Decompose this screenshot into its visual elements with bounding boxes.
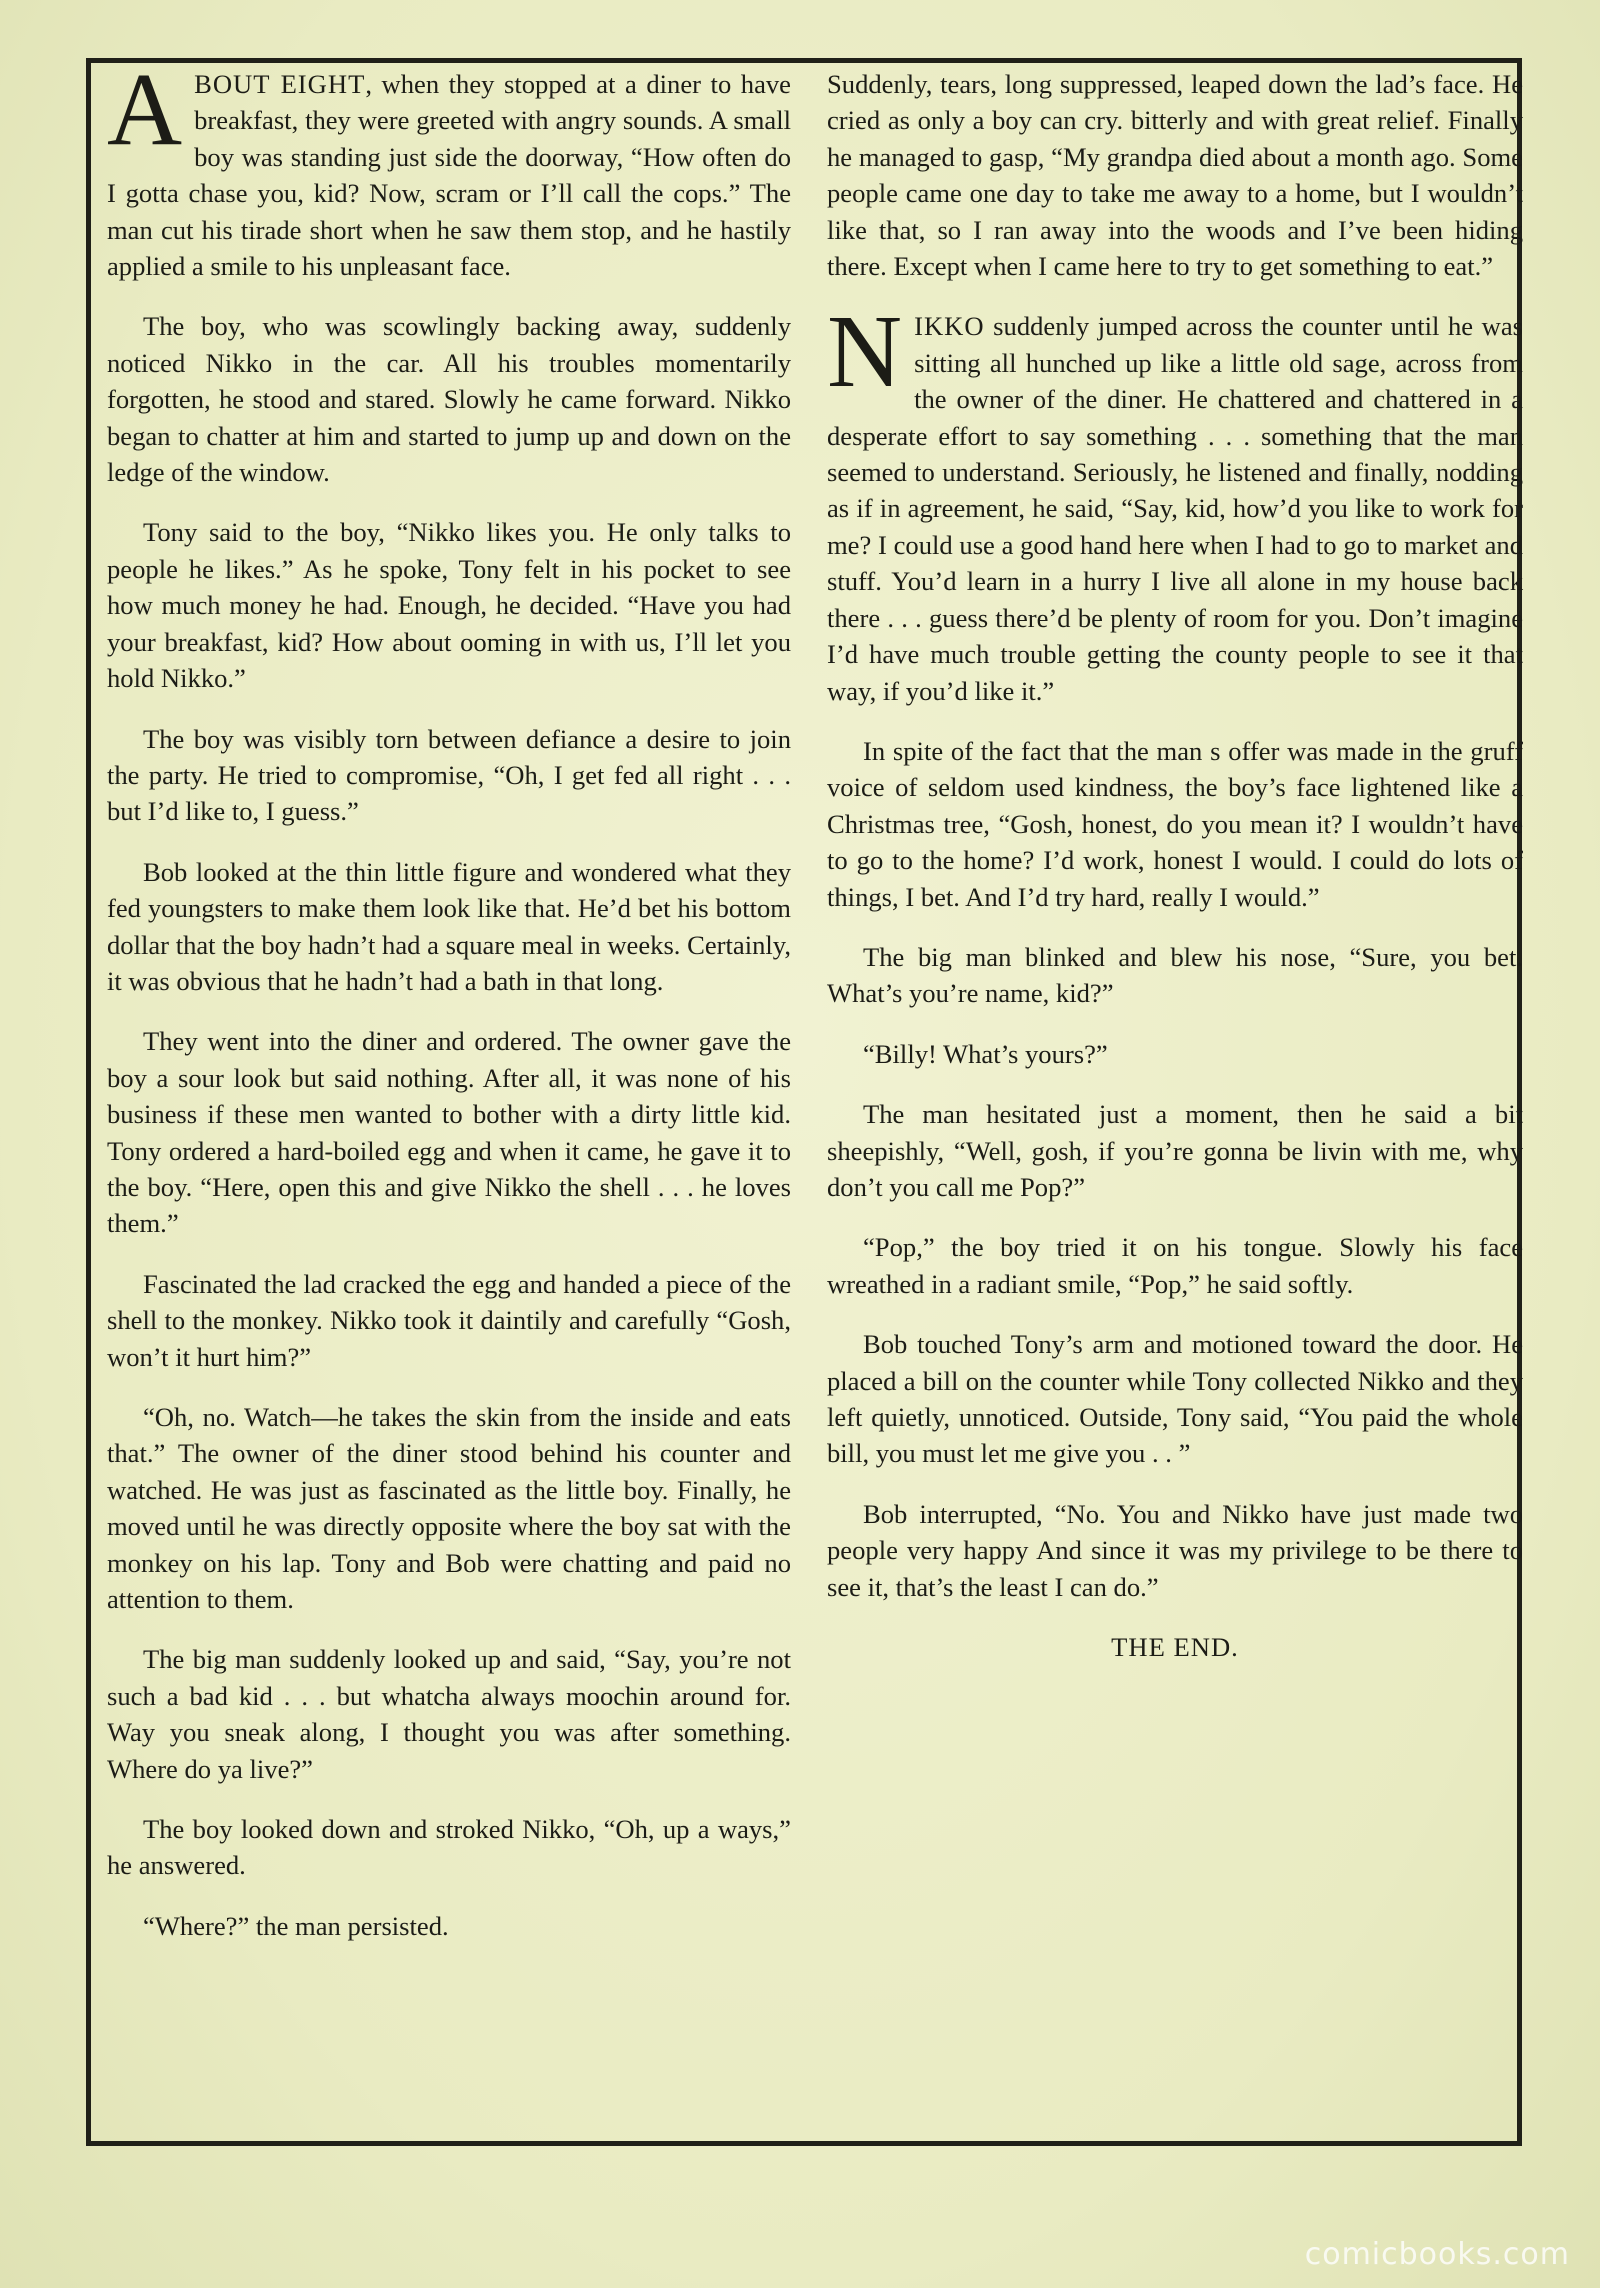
left-column [107, 52, 791, 1968]
section-paragraph [827, 294, 1523, 708]
paragraph: Bob touched Tony’s arm and motioned toward the door. He placed a bill on the counter while Tony collected Nikko and they left quietly, unnoticed. Outside, Tony said, “You paid the whole bill, you must let me give you . . ” [827, 1329, 1523, 1469]
opening-text: , when they stopped at a diner to have breakfast, they were greeted with angry sounds. A small boy was standing just side the doorway, “How often do I gotta chase you, kid? Now, scram or I’ll call the cops.” The man cut his tirade short when he saw them stop, and he hastily applied a smile to his unpleasant face. [107, 69, 791, 282]
paragraph: “Billy! What’s yours?” [863, 1038, 1108, 1069]
the-end: THE END. [1111, 1632, 1239, 1663]
paragraph: The boy was visibly torn between defiance a desire to join the party. He tried to compromise, “Oh, I get fed all right . . . but I’d like to, I guess.” [107, 723, 791, 827]
paragraph: The big man suddenly looked up and said, “Say, you’re not such a bad kid . . . but whatcha always moochin around for. Way you sneak along, I thought you was after something. Where do ya live?” [107, 1644, 791, 1784]
paragraph: “Pop,” the boy tried it on his tongue. Slowly his face wreathed in a radiant smile, “Pop,” he said softly. [827, 1232, 1523, 1299]
paragraph: They went into the diner and ordered. The owner gave the boy a sour look but said nothing. After all, it was none of his business if these men wanted to bother with a dirty little kid. Tony ordered a hard-boiled egg and when it came, he gave it to the boy. “Here, open this and give Nikko the shell . . . he loves them.” [107, 1026, 791, 1239]
paragraph: The boy looked down and stroked Nikko, “Oh, up a ways,” he answered. [107, 1814, 791, 1881]
paragraph: Fascinated the lad cracked the egg and handed a piece of the shell to the monkey. Nikko took it daintily and carefully “Gosh, won’t it hurt him?” [107, 1268, 791, 1372]
paragraph: The big man blinked and blew his nose, “Sure, you bet. What’s you’re name, kid?” [827, 941, 1523, 1009]
paragraph-top: Suddenly, tears, long suppressed, leaped down the lad’s face. He cried as only a boy can cry. bitterly and with great relief. Finally he managed to gasp, “My grandpa died about a month ago. Some people came one day to take me away to a home, but I wouldn’t like that, so I ran away into the woods and I’ve been hiding there. Except when I came here to try to get something to eat.” [827, 69, 1523, 282]
dropcap-n: N [827, 294, 903, 410]
paragraph: The boy, who was scowlingly backing away, suddenly noticed Nikko in the car. All his troubles momentarily forgotten, he stood and stared. Slowly he came forward. Nikko began to chatter at him and started to jump up and down on the ledge of the window. [107, 311, 791, 488]
paragraph: Bob interrupted, “No. You and Nikko have just made two people very happy And since it was my privilege to be there to see it, that’s the least I can do.” [827, 1498, 1523, 1602]
paragraph: The man hesitated just a moment, then he said a bit sheepishly, “Well, gosh, if you’re gonna be livin with me, why don’t you call me Pop?” [827, 1099, 1523, 1202]
dropcap-a: A [107, 52, 183, 167]
section-text: suddenly jumped across the counter until he was sitting all hunched up like a little old sage, across from the owner of the diner. He chattered and chattered in a desperate effort to say something . . . something that the man seemed to understand. Seriously, he listened and finally, nodding as if in agreement, he said, “Say, kid, how’d you like to work for me? I could use a good hand here when I had to go to market and stuff. You’d learn in a hurry I live all alone in my house back there . . . guess there’d be plenty of room for you. Don’t imagine I’d have much trouble getting the county people to see it that way, if you’d like it.” [827, 311, 1523, 706]
paragraph: In spite of the fact that the man s offer was made in the gruff voice of seldom used kindness, the boy’s face lightened like a Christmas tree, “Gosh, honest, do you mean it? I wouldn’t have to go to the home? I’d work, honest I would. I could do lots of things, I bet. And I’d try hard, really I would.” [827, 735, 1523, 912]
paragraph: “Where?” the man persisted. [143, 1910, 449, 1941]
opening-paragraph [107, 52, 791, 284]
section-lead-in: IKKO [914, 311, 985, 342]
paragraph: Tony said to the boy, “Nikko likes you. He only talks to people he likes.” As he spoke, Tony felt in his pocket to see how much money he had. Enough, he decided. “Have you had your breakfast, kid? How about ooming in with us, I’ll let you hold Nikko.” [107, 517, 791, 694]
paragraph: Bob looked at the thin little figure and wondered what they fed youngsters to make them look like that. He’d bet his bottom dollar that the boy hadn’t had a square meal in weeks. Certainly, it was obvious that he hadn’t had a bath in that long. [107, 856, 791, 996]
watermark: comicbooks.com [1304, 2237, 1570, 2272]
paragraph: “Oh, no. Watch—he takes the skin from the inside and eats that.” The owner of the diner stood behind his counter and watched. He was just as fascinated as the little boy. Finally, he moved until he was directly opposite where the boy sat with the monkey on his lap. Tony and Bob were chatting and paid no attention to them. [107, 1402, 791, 1615]
lead-in-text: BOUT EIGHT [194, 69, 366, 99]
right-column [827, 66, 1523, 1689]
